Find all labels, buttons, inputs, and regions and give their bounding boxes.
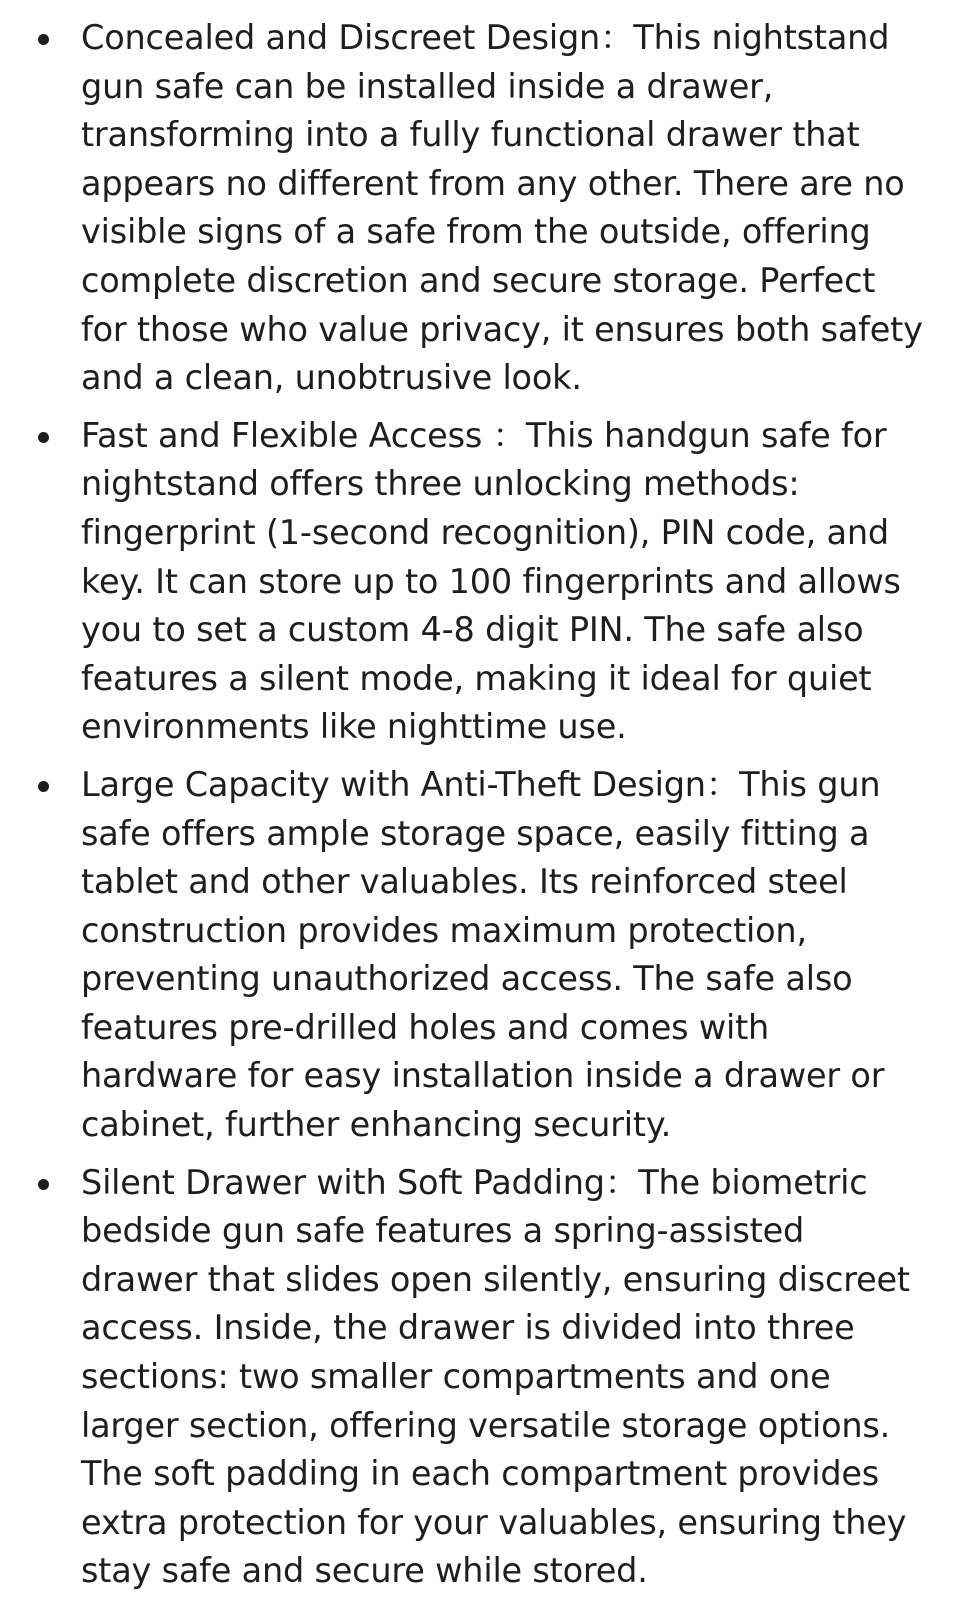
feature-text: This nightstand gun safe can be installed inside a drawer, transforming into a fully functional drawer that appears no different from any other. There are no visible signs of a safe from the outside, offering complete discretion and secure storage. Perfect for those who value privacy, it ensures both safety and a clean, unobtrusive look. (81, 18, 923, 398)
bullet-icon (38, 781, 49, 792)
feature-list (0, 14, 960, 1596)
feature-title: Concealed and Discreet Design (81, 18, 601, 57)
list-item (0, 761, 960, 1150)
bullet-icon (38, 432, 49, 443)
feature-title: Fast and Flexible Access (81, 415, 493, 455)
list-item (0, 14, 960, 403)
feature-title: Large Capacity with Anti-Theft Design (81, 764, 706, 804)
bullet-icon (38, 1179, 49, 1190)
list-item (0, 1159, 960, 1596)
feature-separator: ： (604, 1162, 639, 1202)
list-item (0, 412, 960, 752)
product-description (0, 14, 960, 1605)
feature-separator: ： (705, 764, 740, 804)
bullet-icon (38, 34, 49, 45)
feature-separator: ： (600, 18, 634, 57)
feature-title: Silent Drawer with Soft Padding (81, 1162, 605, 1202)
feature-text: The biometric bedside gun safe features a spring-assisted drawer that slides open silently, ensuring discreet access. Inside, the drawer is divided into three sections: two smaller compartments and one larger section, offering versatile storage options. The soft padding in each compartment provides extra protection for your valuables, ensuring they stay safe and secure while stored. (81, 1162, 910, 1591)
feature-separator: ： (492, 415, 526, 455)
feature-text: This gun safe offers ample storage space, easily fitting a tablet and other valuables. Its reinforced steel construction provides maximum protection, preventing unauthorized access. The safe also features pre-drilled holes and comes with hardware for easy installation inside a drawer or cabinet, further enhancing security. (81, 764, 885, 1145)
feature-text: This handgun safe for nightstand offers three unlocking methods: fingerprint (1-second recognition), PIN code, and key. It can store up to 100 fingerprints and allows you to set a custom 4-8 digit PIN. The safe also features a silent mode, making it ideal for quiet environments like nighttime use. (81, 415, 901, 747)
